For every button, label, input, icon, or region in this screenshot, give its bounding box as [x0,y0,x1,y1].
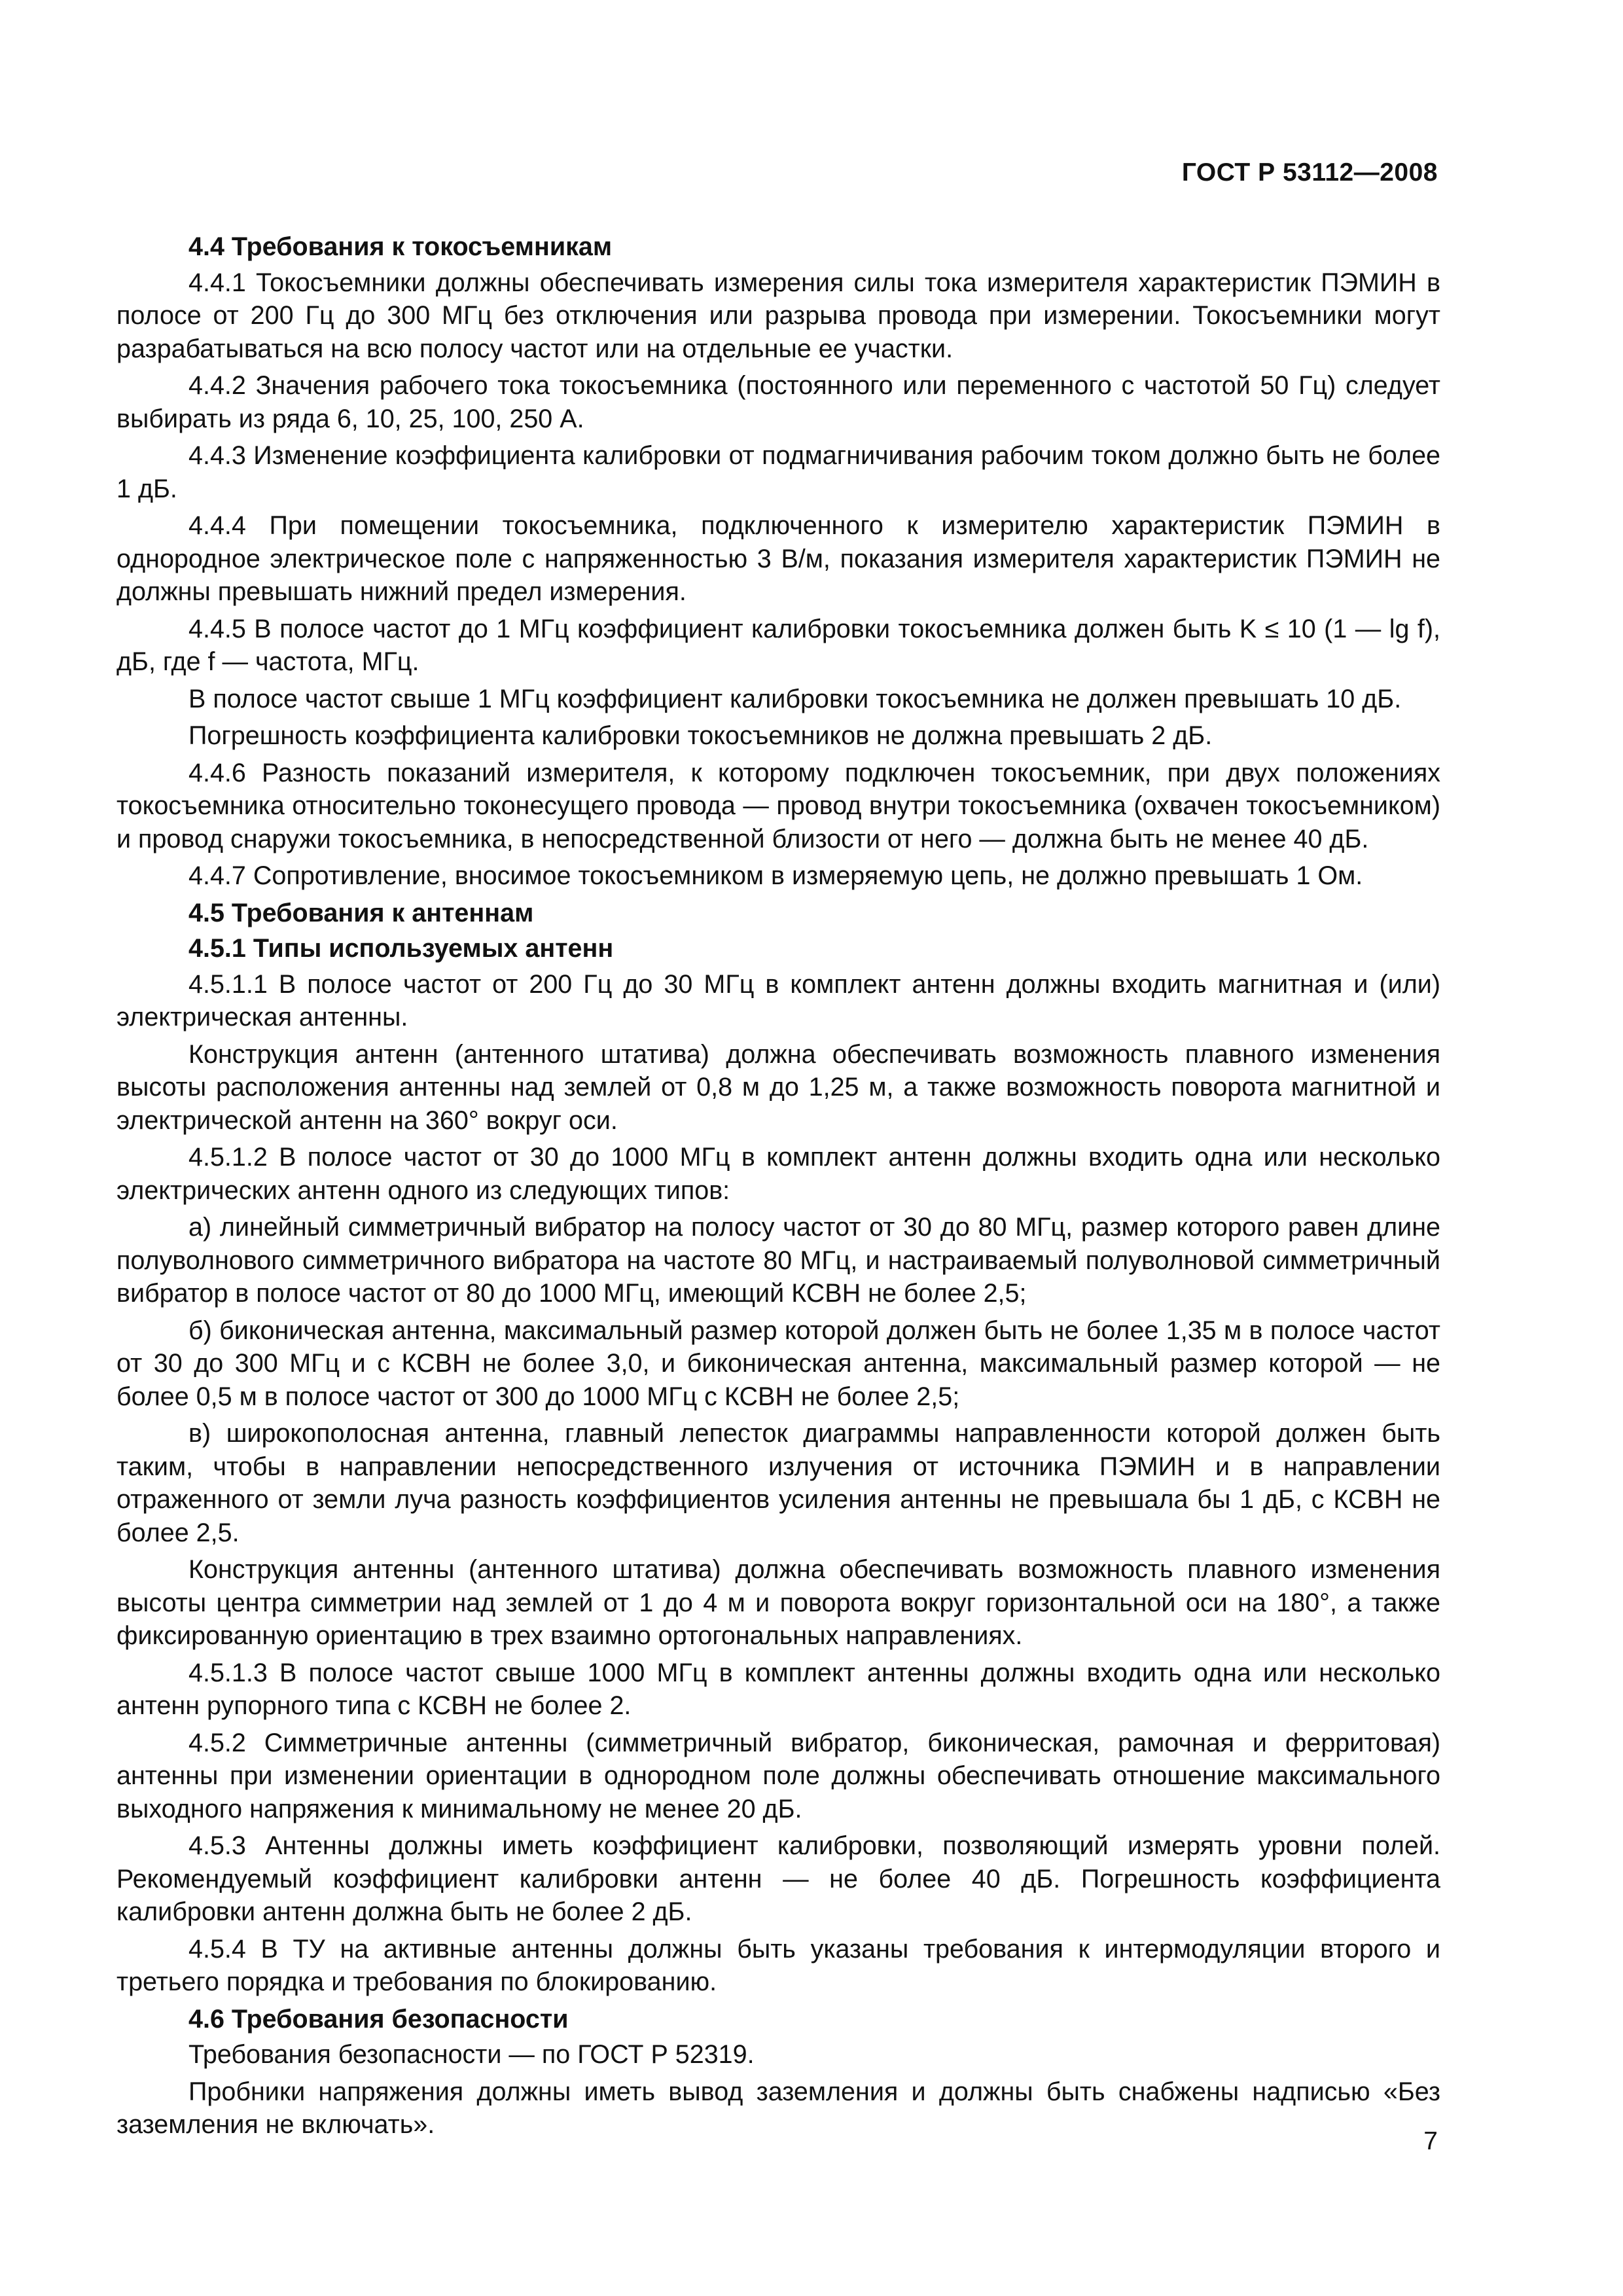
paragraph: 4.4.5 В полосе частот до 1 МГц коэффициент калибровки токосъемника должен быть K ≤ 10 (1 — lg f), дБ, где f — частота, МГц. [116,614,1440,676]
list-item: а) линейный симметричный вибратор на полосу частот от 30 до 80 МГц, размер которого равен длине полуволнового симметричного вибратора на частоте 80 МГц, и настраиваемый полуволновой симметричный вибратор в полосе частот от 80 до 1000 МГц, имеющий КСВН не более 2,5; [116,1213,1440,1308]
section-heading: 4.4 Требования к токосъемникам [188,232,613,261]
paragraph: 4.5.3 Антенны должны иметь коэффициент калибровки, позволяющий измерять уровни полей. Рекомендуемый коэффициент калибровки антенн — не более 40 дБ. Погрешность коэффициента калибровки антенн должна быть не более 2 дБ. [116,1831,1440,1926]
paragraph: 4.5.1.2 В полосе частот от 30 до 1000 МГц в комплект антенн должны входить одна или несколько электрических антенн одного из следующих типов: [116,1143,1440,1205]
paragraph: 4.5.1.3 В полосе частот свыше 1000 МГц в комплект антенны должны входить одна или несколько антенн рупорного типа с КСВН не более 2. [116,1658,1440,1720]
paragraph: 4.4.1 Токосъемники должны обеспечивать измерения силы тока измерителя характеристик ПЭМИН в полосе от 200 Гц до 300 МГц без отключения или разрыва провода при измерении. Токосъемники могут разрабатываться на всю полосу частот или на отдельные ее участки. [116,268,1440,363]
paragraph: Погрешность коэффициента калибровки токосъемников не должна превышать 2 дБ. [188,721,1213,750]
section-heading: 4.6 Требования безопасности [188,2004,569,2034]
list-item: б) биконическая антенна, максимальный размер которой должен быть не более 1,35 м в полосе частот от 30 до 300 МГц и с КСВН не более 3,0, и биконическая антенна, максимальный размер которой — не более 0,5 м в полосе частот от 300 до 1000 МГц с КСВН не более 2,5; [116,1316,1440,1411]
paragraph: 4.4.4 При помещении токосъемника, подключенного к измерителю характеристик ПЭМИН в однородное электрическое поле с напряженностью 3 В/м, показания измерителя характеристик ПЭМИН не должны превышать нижний предел измерения. [116,511,1440,606]
paragraph: Требования безопасности — по ГОСТ Р 52319. [188,2040,755,2069]
paragraph: 4.5.1.1 В полосе частот от 200 Гц до 30 МГц в комплект антенн должны входить магнитная и (или) электрическая антенны. [116,969,1440,1031]
paragraph: 4.5.4 В ТУ на активные антенны должны быть указаны требования к интермодуляции второго и третьего порядка и требования по блокированию. [116,1934,1440,1996]
list-item: в) широкополосная антенна, главный лепесток диаграммы направленности которой должен быть таким, чтобы в направлении непосредственного излучения от источника ПЭМИН и в направлении отраженного от земли луча разность коэффициентов усиления антенны не превышала бы 1 дБ, с КСВН не более 2,5. [116,1419,1440,1547]
paragraph: 4.5.2 Симметричные антенны (симметричный вибратор, биконическая, рамочная и ферритовая) антенны при изменении ориентации в однородном поле должны обеспечивать отношение максимального выходного напряжения к минимальному не менее 20 дБ. [116,1728,1440,1823]
paragraph: Пробники напряжения должны иметь вывод заземления и должны быть снабжены надписью «Без заземления не включать». [116,2077,1440,2139]
section-heading: 4.5 Требования к антеннам [188,898,534,927]
document-header: ГОСТ Р 53112—2008 [1181,158,1438,187]
paragraph: В полосе частот свыше 1 МГц коэффициент калибровки токосъемника не должен превышать 10 дБ. [188,684,1402,713]
paragraph: 4.4.3 Изменение коэффициента калибровки от подмагничивания рабочим током должно быть не более 1 дБ. [116,441,1440,503]
paragraph: 4.4.6 Разность показаний измерителя, к которому подключен токосъемник, при двух положениях токосъемника относительно токонесущего провода — провод внутри токосъемника (охвачен токосъемником) и провод снаружи токосъемника, в непосредственной близости от него — должна быть не менее 40 дБ. [116,758,1440,853]
paragraph: Конструкция антенны (антенного штатива) должна обеспечивать возможность плавного изменения высоты центра симметрии над землей от 1 до 4 м и поворота вокруг горизонтальной оси на 180°, а также фиксированную ориентацию в трех взаимно ортогональных направлениях. [116,1555,1440,1650]
paragraph: Конструкция антенн (антенного штатива) должна обеспечивать возможность плавного изменения высоты расположения антенны над землей от 0,8 м до 1,25 м, а также возможность поворота магнитной и электрической антенн на 360° вокруг оси. [116,1039,1440,1135]
paragraph: 4.4.7 Сопротивление, вносимое токосъемником в измеряемую цепь, не должно превышать 1 Ом. [188,861,1363,890]
paragraph: 4.4.2 Значения рабочего тока токосъемника (постоянного или переменного с частотой 50 Гц) следует выбирать из ряда 6, 10, 25, 100, 250 А. [116,371,1440,433]
page-number: 7 [1423,2127,1438,2155]
subsection-heading: 4.5.1 Типы используемых антенн [188,934,614,963]
document-body [116,230,1440,2145]
